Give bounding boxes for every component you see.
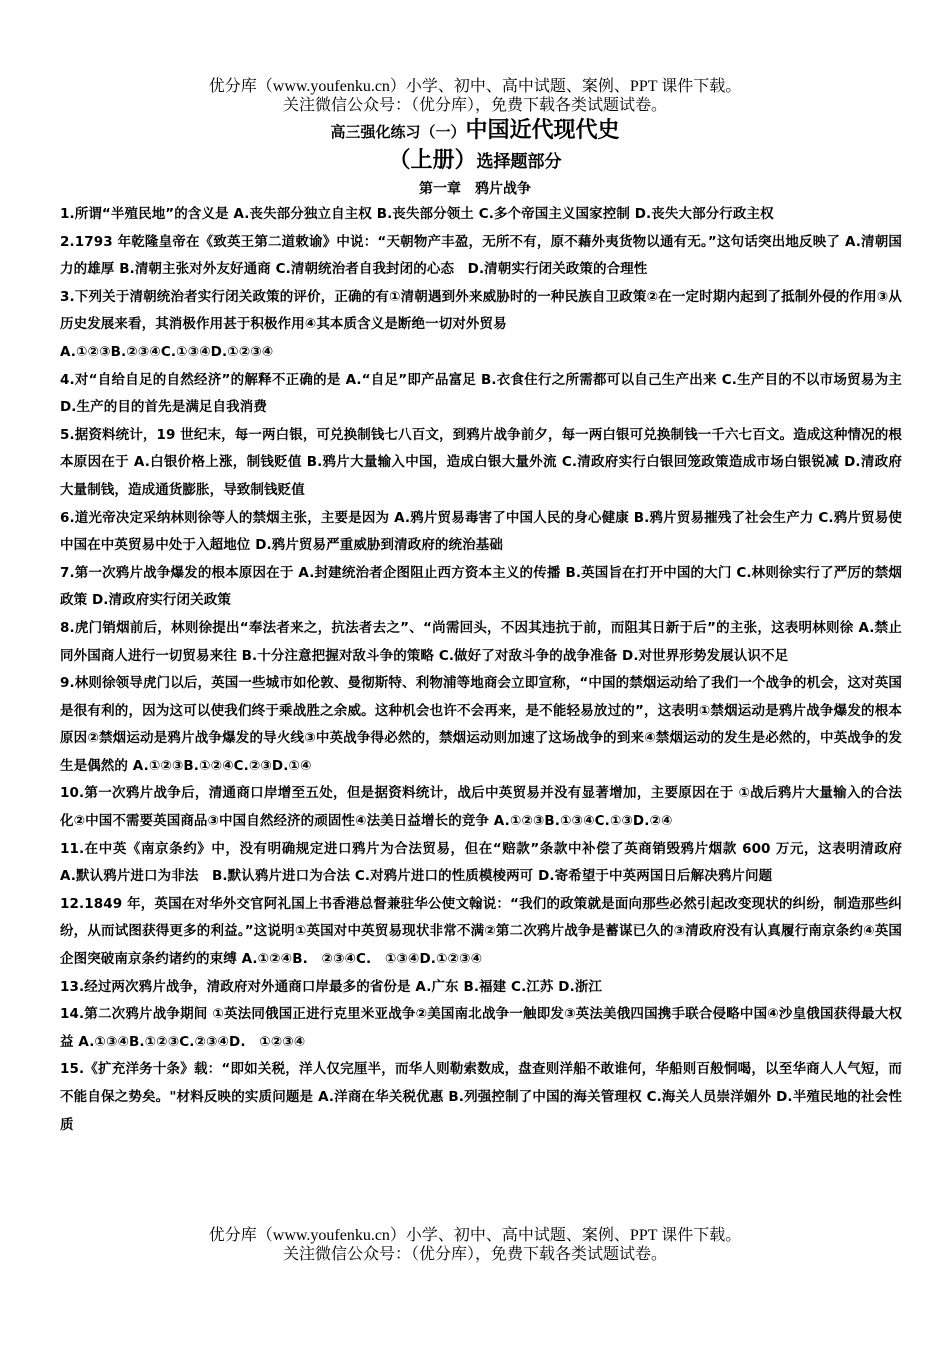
title-prefix: 高三强化练习（一） xyxy=(330,123,466,141)
question-3-options: A.①②③B.②③④C.①③④D.①②③④ xyxy=(60,343,274,360)
header-banner-line2: 关注微信公众号：（优分库），免费下载各类试题试卷。 xyxy=(282,97,667,114)
question-list xyxy=(60,201,916,1139)
question-14: 14.第二次鸦片战争期间 ①英法同俄国正进行克里米亚战争②美国南北战争一触即发③英法美俄四国携手联合侵略中国④沙皇俄国获得最大权益 A.①③④B.①②③C.②③④D. ①②③④ xyxy=(60,1006,902,1050)
question-4: 4.对“自给自足的自然经济”的解释不正确的是 A.“自足”即产品富足 B.衣食住行之所需都可以自己生产出来 C.生产目的不以市场贸易为主 D.生产的目的首先是满足自我消费 xyxy=(60,371,902,416)
question-8: 8.虎门销烟前后，林则徐提出“奉法者来之，抗法者去之”、“尚需回头，不因其违抗于前，而阻其日新于后”的主张，这表明林则徐 A.禁止同外国商人进行一切贸易来往 B.十分注意把握对敌斗争的策略 C.做好了对敌斗争的战争准备 D.对世界形势发展认识不足 xyxy=(60,619,902,664)
title-main: 中国近代现代史 xyxy=(465,118,620,143)
chapter-heading: 第一章 鸦片战争 xyxy=(419,181,531,197)
footer-banner-line2: 关注微信公众号：（优分库），免费下载各类试题试卷。 xyxy=(282,1246,667,1263)
question-7: 7.第一次鸦片战争爆发的根本原因在于 A.封建统治者企图阻止西方资本主义的传播 B.英国旨在打开中国的大门 C.林则徐实行了严厉的禁烟政策 D.清政府实行闭关政策 xyxy=(60,564,902,609)
question-3: 3.下列关于清朝统治者实行闭关政策的评价，正确的有①清朝遇到外来威胁时的一种民族自卫政策②在一定时期内起到了抵制外侵的作用③从历史发展来看，其消极作用甚于积极作用④其本质含义是断绝一切对外贸易 xyxy=(60,288,902,333)
question-2: 2.1793 年乾隆皇帝在《致英王第二道敕谕》中说：“天朝物产丰盈，无所不有，原不藉外夷货物以通有无。”这句话突出地反映了 A.清朝国力的雄厚 B.清朝主张对外友好通商 C.清朝统治者自我封闭的心态 D.清朝实行闭关政策的合理性 xyxy=(60,233,902,278)
document-subtitle xyxy=(0,146,950,177)
footer-banner-line1: 优分库（www.youfenku.cn）小学、初中、高中试题、案例、PPT 课件下载。 xyxy=(208,1227,742,1244)
question-13: 13.经过两次鸦片战争，清政府对外通商口岸最多的省份是 A.广东 B.福建 C.江苏 D.浙江 xyxy=(60,978,603,995)
question-6: 6.道光帝决定采纳林则徐等人的禁烟主张，主要是因为 A.鸦片贸易毒害了中国人民的身心健康 B.鸦片贸易摧残了社会生产力 C.鸦片贸易使中国在中英贸易中处于入超地位 D.鸦片贸易严重威胁到清政府的统治基础 xyxy=(60,509,902,554)
title-section: 选择题部分 xyxy=(476,152,562,172)
document-title xyxy=(0,116,950,147)
question-1: 1.所谓“半殖民地”的含义是 A.丧失部分独立自主权 B.丧失部分领土 C.多个帝国主义国家控制 D.丧失大部分行政主权 xyxy=(60,206,774,222)
question-10: 10.第一次鸦片战争后，清通商口岸增至五处，但是据资料统计，战后中英贸易并没有显著增加，主要原因在于 ①战后鸦片大量输入的合法化②中国不需要英国商品③中国自然经济的顽固性④法美日益增长的竞争 A.①②③B.①③④C.①③D.②④ xyxy=(60,785,902,830)
question-11: 11.在中英《南京条约》中，没有明确规定进口鸦片为合法贸易，但在“赔款”条款中补偿了英商销毁鸦片烟款 600 万元，这表明清政府 A.默认鸦片进口为非法 B.默认鸦片进口为合法 C.对鸦片进口的性质模棱两可 D.寄希望于中英两国日后解决鸦片问题 xyxy=(60,840,916,885)
question-5: 5.据资料统计，19 世纪末，每一两白银，可兑换制钱七八百文，到鸦片战争前夕，每一两白银可兑换制钱一千六七百文。造成这种情况的根本原因在于 A.白银价格上涨，制钱贬值 B.鸦片大量输入中国，造成白银大量外流 C.清政府实行白银回笼政策造成市场白银锐减 D.清政府大量制钱，造成通货膨胀，导致制钱贬值 xyxy=(60,426,902,498)
title-volume: （上册） xyxy=(388,148,477,173)
question-15: 15.《扩充洋务十条》载：“即如关税，洋人仅完厘半，而华人则勒索数成，盘查则洋船不敢谁何，华船则百般恫喝，以至华商人人气短，而不能自保之势矣。"材料反映的实质问题是 A.洋商在华关税优惠 B.列强控制了中国的海关管理权 C.海关人员崇洋媚外 D.半殖民地的社会性质 xyxy=(60,1061,902,1133)
header-banner xyxy=(0,77,950,115)
footer-banner xyxy=(0,1226,950,1264)
question-9: 9.林则徐领导虎门以后，英国一些城市如伦敦、曼彻斯特、利物浦等地商会立即宣称，“中国的禁烟运动给了我们一个战争的机会，这对英国是很有利的，因为这可以使我们终于乘战胜之余威。这种机会也许不会再来，是不能轻易放过的”，这表明①禁烟运动是鸦片战争爆发的根本原因②禁烟运动是鸦片战争爆发的导火线③中英战争得必然的，禁烟运动则加速了这场战争的到来④禁烟运动的发生是必然的，中英战争的发生是偶然的 A.①②③B.①②④C.②③D.①④ xyxy=(60,675,902,774)
question-12: 12.1849 年，英国在对华外交官阿礼国上书香港总督兼驻华公使文翰说：“我们的政策就是面向那些必然引起改变现状的纠纷，制造那些纠纷，从而试图获得更多的利益。”这说明①英国对中英贸易现状非常不满②第二次鸦片战争是蓄谋已久的③清政府没有认真履行南京条约④英国企图突破南京条约诸约的束缚 A.①②④B. ②③④C. ①③④D.①②③④ xyxy=(60,895,902,968)
header-banner-line1: 优分库（www.youfenku.cn）小学、初中、高中试题、案例、PPT 课件下载。 xyxy=(208,78,742,95)
